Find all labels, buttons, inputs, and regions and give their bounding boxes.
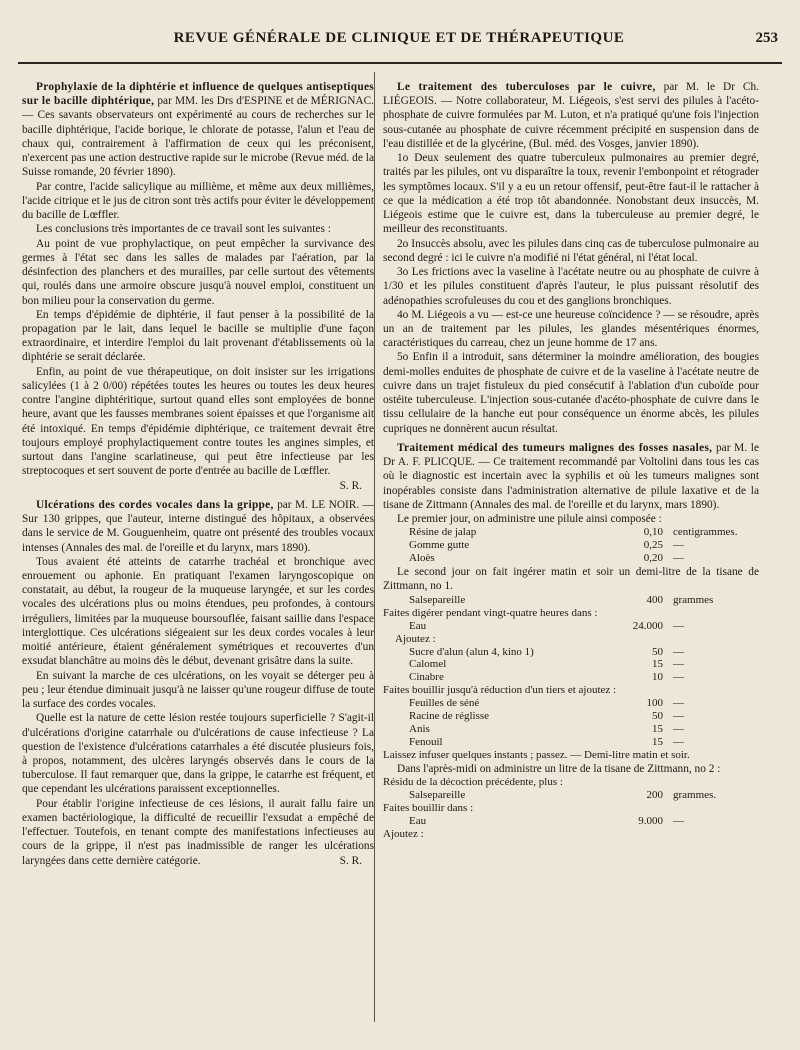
- paragraph: [22, 365, 374, 492]
- quantity: 200: [646, 789, 663, 802]
- formula-note-row: [383, 633, 759, 646]
- page-number: 253: [755, 30, 778, 46]
- quantity: 50: [652, 645, 663, 658]
- unit: centigrammes.: [673, 526, 738, 539]
- ingredient: Anis: [409, 723, 430, 736]
- unit: —: [673, 658, 684, 671]
- paragraph: 1o Deux seulement des quatre tuberculeux pulmonaires au premier degré, traités par les pilules, ont vu disparaître la toux, revenir l'embonpoint et rétograder les symptômes locaux. S'il y a eu un retour offensif, peut-être faut-il le rattacher à ce que la médication a été trop tôt abandonnée. Nonobstant deux insuccès, M. Liégeois estime que le cuivre est, dans la tuberculeuse au premier degré, le meilleur des reconstituants.: [383, 152, 759, 236]
- unit: —: [673, 645, 684, 658]
- running-title: REVUE GÉNÉRALE DE CLINIQUE ET DE THÉRAPEUTIQUE: [173, 30, 625, 46]
- tisane-2-table: [383, 776, 759, 841]
- formula-note-row: [383, 684, 759, 697]
- article-title: Prophylaxie de la diphtérie et influence de quelques antiseptiques sur le bacille diphtérique,: [22, 81, 374, 108]
- article-title: Ulcérations des cordes vocales dans la grippe,: [36, 498, 274, 511]
- quantity: 10: [652, 671, 663, 684]
- paragraph: Par contre, l'acide salicylique au millième, et même aux deux millièmes, l'acide citrique et le jus de citron sont très actifs pour éviter le développement du bacille de Lœffler.: [22, 180, 374, 222]
- right-column: [383, 80, 759, 1040]
- ingredient: Salsepareille: [409, 789, 466, 802]
- unit: —: [673, 710, 684, 723]
- paragraph: En suivant la marche de ces ulcérations, on les voyait se déterger peu à peu ; leur étendue diminuait jusqu'à ne laisser qu'une rougeur diffuse de toute la surface des cordes vocales.: [22, 669, 374, 711]
- instruction: Faites bouillir dans :: [383, 802, 474, 815]
- ingredient: Sucre d'alun (alun 4, kino 1): [409, 645, 534, 658]
- author-signature: S. R.: [339, 479, 362, 492]
- quantity: 100: [646, 697, 663, 710]
- quantity: 24.000: [632, 619, 663, 632]
- ingredient: Racine de réglisse: [409, 710, 490, 723]
- article-text: par M. le Dr Ch. LIÉGEOIS. — Notre collaborateur, M. Liégeois, s'est servi des pilules à l'acéto-phosphate de cuivre formulées par M. Luton, et n'a pratiqué qu'une fois l'injection sous-cutanée au phosphate de cuivre récemment précipité en suspension dans de l'eau distillée et de la glycérine, (Bul. méd. des Vosges, janvier 1890).: [383, 81, 759, 150]
- ingredient: Eau: [409, 619, 427, 632]
- formula-note-row: [383, 749, 759, 762]
- ingredient: Résine de jalap: [409, 526, 477, 539]
- quantity: 0,25: [643, 539, 663, 552]
- ingredient: Feuilles de séné: [409, 697, 480, 710]
- instruction: Résidu de la décoction précédente, plus :: [383, 776, 563, 789]
- formula-note-row: [383, 776, 759, 789]
- paragraph: Le second jour on fait ingérer matin et soir un demi-litre de la tisane de Zittmann, no 1.: [383, 566, 759, 593]
- unit: —: [673, 736, 684, 749]
- header-rule: [18, 62, 782, 64]
- quantity: 0,10: [643, 526, 663, 539]
- formula-row: [383, 539, 759, 552]
- quantity: 400: [646, 593, 663, 606]
- instruction: Faites digérer pendant vingt-quatre heures dans :: [383, 606, 598, 619]
- paragraph: 2o Insuccès absolu, avec les pilules dans cinq cas de tuberculose pulmonaire au second degré : ici le cuivre n'a modifié ni l'état général, ni l'état local.: [383, 237, 759, 264]
- paragraph: Tous avaient été atteints de catarrhe trachéal et bronchique avec enrouement ou aphonie. En pratiquant l'examen laryngoscopique on constatait, au début, la rougeur de la muqueuse laryngée, et sur les cordes vocales des ulcérations plus ou moins étendues, peu profondes, à contours irréguliers, limitées par la muqueuse boursouflée, faisant saillie dans l'espace interglottique. Ces ulcérations siégeaient sur les deux cordes vocales à leur moitié antérieure, étaient généralement symétriques et recouvertes d'un exsudat blanchâtre au moins dès le début, devenant grisâtre dans la suite.: [22, 555, 374, 668]
- ingredient: Cinabre: [409, 671, 444, 684]
- left-column: [22, 80, 374, 1040]
- unit: —: [673, 723, 684, 736]
- paragraph: Les conclusions très importantes de ce travail sont les suivantes :: [36, 223, 331, 236]
- paragraph: 5o Enfin il a introduit, sans déterminer la moindre amélioration, des bougies demi-molles enduites de phosphate de cuivre et de la vaseline à l'acétate neutre de cuivre dans un trajet fistuleux du pied consécutif à l'ablation d'un cuboïde pour ostéite tuberculeuse. L'injection sous-cutanée d'acéto-phosphate de cuivre dans le tissu cellulaire de la hanche eut pour conséquence un énorme abcès, les pilules cupriques ne donnèrent aucun résultat.: [383, 351, 759, 435]
- article-diphtheria-intro: [22, 80, 374, 180]
- formula-row: [383, 789, 759, 802]
- ingredient: Eau: [409, 815, 427, 828]
- formula-row: [383, 710, 759, 723]
- unit: grammes.: [673, 789, 717, 802]
- article-nasal-tumors-intro: [383, 441, 759, 512]
- formula-row: [383, 723, 759, 736]
- paragraph: 3o Les frictions avec la vaseline à l'acétate neutre ou au phosphate de cuivre à 1/30 et les pilules constituent d'après l'auteur, le plus puissant résolutif des adénopathies scrofuleuses du cou et des ganglions bronchiques.: [383, 266, 759, 307]
- formula-row: [383, 658, 759, 671]
- unit: —: [673, 552, 684, 565]
- formula-row: [383, 552, 759, 565]
- author-signature: S. R.: [339, 854, 362, 867]
- formula-note-row: [383, 828, 759, 841]
- quantity: 15: [652, 736, 663, 749]
- column-divider: [374, 72, 375, 1022]
- unit: —: [673, 815, 684, 828]
- pill-formula-table: [383, 526, 759, 565]
- paragraph: En temps d'épidémie de diphtérie, il faut penser à la possibilité de la propagation par le lait, dans lequel le bacille se multiplie d'une façon extraordinaire, et interdire l'emploi du lait provenant d'établissements où la diphtérie se serait déclarée.: [22, 308, 374, 364]
- article-text: par M. le Dr A. F. PLICQUE. — Ce traitement recommandé par Voltolini dans tous les cas où le diagnostic est incertain avec la syphilis et où les tumeurs malignes sont inopérables consiste dans l'administration alternative de pilule laxative et de la tisane de Zittmann (Annales des mal. de l'oreille et du larynx, mars 1890).: [383, 441, 759, 511]
- article-vocal-cords-intro: [22, 498, 374, 555]
- paragraph: Dans l'après-midi on administre un litre de la tisane de Zittmann, no 2 :: [397, 763, 721, 776]
- unit: —: [673, 619, 684, 632]
- paragraph: 4o M. Liégeois a vu — est-ce une heureuse coïncidence ? — se résoudre, après un an de traitement par les pilules, les glandes mésentériques énormes, caractéristiques du carreau, chez un jeune homme de 17 ans.: [383, 308, 759, 350]
- instruction: Ajoutez :: [383, 828, 424, 841]
- article-text: par M. LE NOIR. — Sur 130 grippes, que l'auteur, interne distingué des hôpitaux, a observées dans le service de M. Gouguenheim, quatre ont présenté des troubles vocaux intenses (Annales des mal. de l'oreille et du larynx, mars 1890).: [22, 498, 374, 554]
- ingredient: Salsepareille: [409, 593, 466, 606]
- ingredient: Calomel: [409, 658, 447, 671]
- formula-row: [383, 697, 759, 710]
- paragraph-text: Pour établir l'origine infectieuse de ces lésions, il aurait fallu faire un examen bactériologique, la difficulté de recueillir l'exsudat a empêché de l'effectuer. Toutefois, en tenant compte des manifestations infectieuses au cours de la grippe, il n'est pas inadmissible de ranger les ulcérations laryngées dans cette dernière catégorie.: [22, 797, 374, 867]
- paragraph-text: Enfin, au point de vue thérapeutique, on doit insister sur les irrigations salicylées (1 à 2 0/00) répétées toutes les heures ou toutes les deux heures contre l'angine diphtéritique, surtout quand elles sont employées de bonne heure, avant que les fausses membranes soient épaisses et que l'organisme ait été intoxiqué. En temps d'épidémie diphtérique, ce traitement devrait être toujours employé prophylactiquement contre toutes les angines simples, et surtout dans l'angine scarlatineuse, qui peut être infectieuse par les streptocoques et sert souvent de porte d'entrée au bacille de Lœffler.: [22, 365, 374, 478]
- formula-row: [383, 736, 759, 749]
- quantity: 0,20: [643, 552, 663, 565]
- article-text: par MM. les Drs d'ESPINE et de MÉRIGNAC. — Ces savants observateurs ont expérimenté au cours de recherches sur le bacille diphtérique, l'acide borique, le chlorate de potasse, l'alun et l'eau de chaux qui, contrairement à l'affirmation de ceux qui les préconisent, n'exercent pas une action destructive rapide sur le microbe (Revue méd. de la Suisse romande, 20 février 1890).: [22, 95, 374, 179]
- page-header: [20, 30, 778, 52]
- formula-note-row: [383, 802, 759, 815]
- paragraph: Au point de vue prophylactique, on peut empêcher la survivance des germes à l'état sec dans les salles de malades par l'aération, par la désinfection des planchers et des murailles, par celle surtout des vêtements qui, roulés dans une armoire obscure jusqu'à nouvel emploi, constituent un bon milieu pour la conservation du germe.: [22, 237, 374, 307]
- unit: —: [673, 671, 684, 684]
- quantity: 15: [652, 723, 663, 736]
- quantity: 9.000: [638, 815, 663, 828]
- unit: grammes: [673, 593, 714, 606]
- tisane-1-table: [383, 594, 759, 763]
- unit: —: [673, 697, 684, 710]
- ingredient: Aloès: [409, 552, 435, 565]
- instruction: Laissez infuser quelques instants ; passez. — Demi-litre matin et soir.: [383, 749, 690, 762]
- quantity: 50: [652, 710, 663, 723]
- unit: —: [673, 539, 684, 552]
- instruction: Faites bouillir jusqu'à réduction d'un tiers et ajoutez :: [383, 684, 617, 697]
- formula-row: [383, 646, 759, 659]
- formula-note-row: [383, 607, 759, 620]
- formula-row: [383, 526, 759, 539]
- instruction: Ajoutez :: [395, 632, 436, 645]
- quantity: 15: [652, 658, 663, 671]
- formula-row: [383, 671, 759, 684]
- formula-row: [383, 620, 759, 633]
- ingredient: Gomme gutte: [409, 539, 470, 552]
- paragraph: [22, 797, 374, 868]
- article-title: Le traitement des tuberculoses par le cuivre,: [397, 81, 656, 93]
- ingredient: Fenouil: [409, 736, 443, 749]
- article-title: Traitement médical des tumeurs malignes des fosses nasales,: [397, 441, 713, 454]
- formula-row: [383, 815, 759, 828]
- paragraph: Le premier jour, on administre une pilule ainsi composée :: [397, 513, 662, 526]
- formula-row: [383, 594, 759, 607]
- article-copper-intro: [383, 80, 759, 151]
- paragraph: Quelle est la nature de cette lésion restée toujours superficielle ? S'agit-il d'ulcérations d'origine catarrhale ou d'ulcérations de cause infectieuse ? La question de l'existence d'ulcérations catarrhales a été discutée plusieurs fois, à propos, notamment, des ulcères laryngés observés dans le cours de la tuberculose. Il faut remarquer que, dans la grippe, le catarrhe est fréquent, et que cependant les ulcérations paraissent exceptionnelles.: [22, 712, 374, 796]
